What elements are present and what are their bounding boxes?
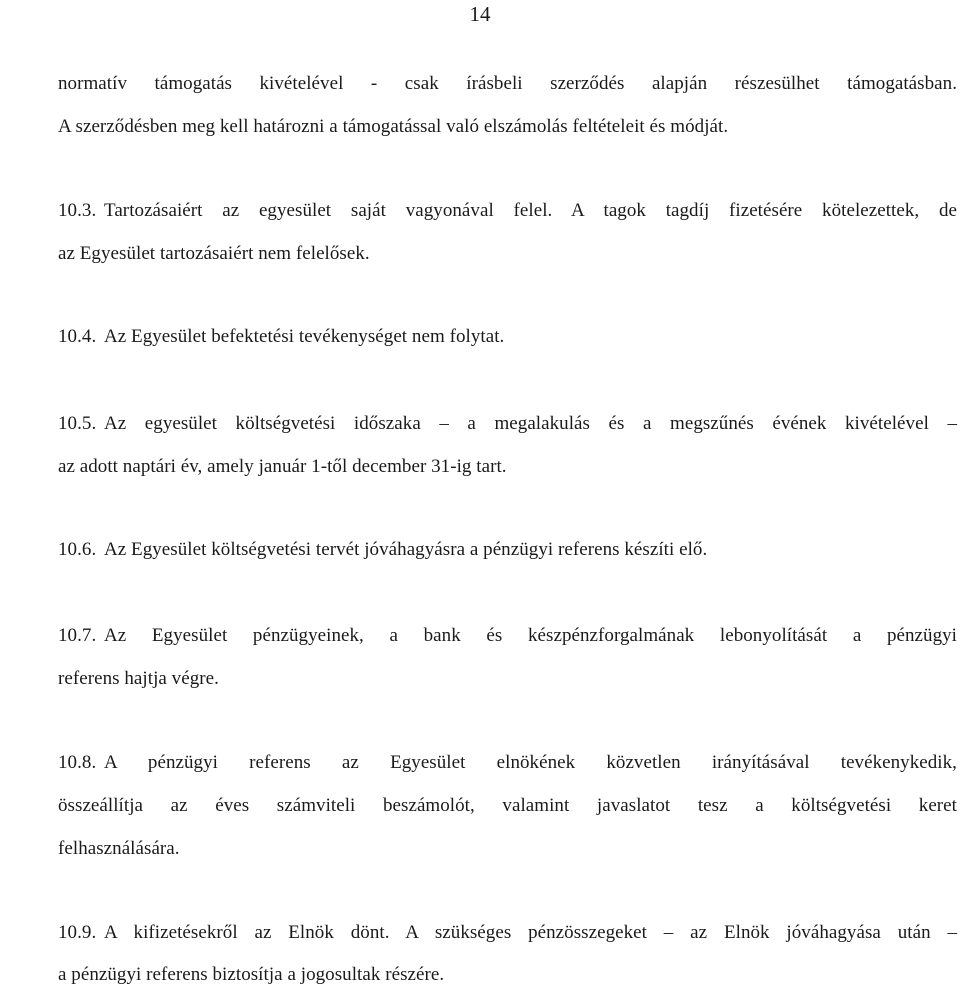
paragraph-number: 10.9.: [58, 922, 97, 943]
paragraph-text: Az Egyesület pénzügyeinek, a bank és készpénzforgalmának lebonyolítását a pénzügyi: [104, 625, 957, 646]
paragraph-number: 10.3.: [58, 200, 97, 221]
paragraph-10-7-line-1: referens hajtja végre.: [58, 668, 219, 689]
paragraph-10-8-line-1: összeállítja az éves számviteli beszámolót, valamint javaslatot tesz a költségvetési keret: [58, 795, 957, 816]
paragraph-text: Tartozásaiért az egyesület saját vagyonával felel. A tagok tagdíj fizetésére kötelezettek, de: [104, 200, 957, 221]
paragraph-number: 10.5.: [58, 413, 97, 434]
paragraph-text: Az Egyesület költségvetési tervét jóváhagyásra a pénzügyi referens készíti elő.: [104, 539, 708, 560]
paragraph-10-3-line-1: az Egyesület tartozásaiért nem felelősek.: [58, 243, 370, 264]
paragraph-10-7-line-0: [58, 624, 957, 648]
paragraph-text: Az egyesület költségvetési időszaka – a megalakulás és a megszűnés évének kivételével –: [104, 413, 957, 434]
paragraph-10-4-line-0: [58, 325, 504, 349]
paragraph-10-8-line-2: felhasználására.: [58, 838, 180, 859]
paragraph-number: 10.6.: [58, 539, 97, 560]
paragraph-0-line-0: normatív támogatás kivételével - csak írásbeli szerződés alapján részesülhet támogatásban.: [58, 73, 957, 94]
page-number: 14: [469, 2, 491, 26]
paragraph-text: A kifizetésekről az Elnök dönt. A szükséges pénzösszegeket – az Elnök jóváhagyása után –: [104, 922, 957, 943]
paragraph-10-9-line-1: a pénzügyi referens biztosítja a jogosultak részére.: [58, 964, 445, 985]
paragraph-10-5-line-1: az adott naptári év, amely január 1-től december 31-ig tart.: [58, 456, 507, 477]
paragraph-0-line-1: A szerződésben meg kell határozni a támogatással való elszámolás feltételeit és módját.: [58, 116, 729, 137]
paragraph-number: 10.7.: [58, 625, 97, 646]
paragraph-number: 10.4.: [58, 326, 97, 347]
paragraph-10-5-line-0: [58, 412, 957, 436]
paragraph-number: 10.8.: [58, 752, 97, 773]
paragraph-10-9-line-0: [58, 921, 957, 945]
paragraph-10-8-line-0: [58, 751, 957, 775]
paragraph-text: Az Egyesület befektetési tevékenységet nem folytat.: [104, 326, 505, 347]
paragraph-text: A pénzügyi referens az Egyesület elnökének közvetlen irányításával tevékenykedik,: [104, 752, 957, 773]
paragraph-10-6-line-0: [58, 538, 707, 562]
paragraph-10-3-line-0: [58, 199, 957, 223]
